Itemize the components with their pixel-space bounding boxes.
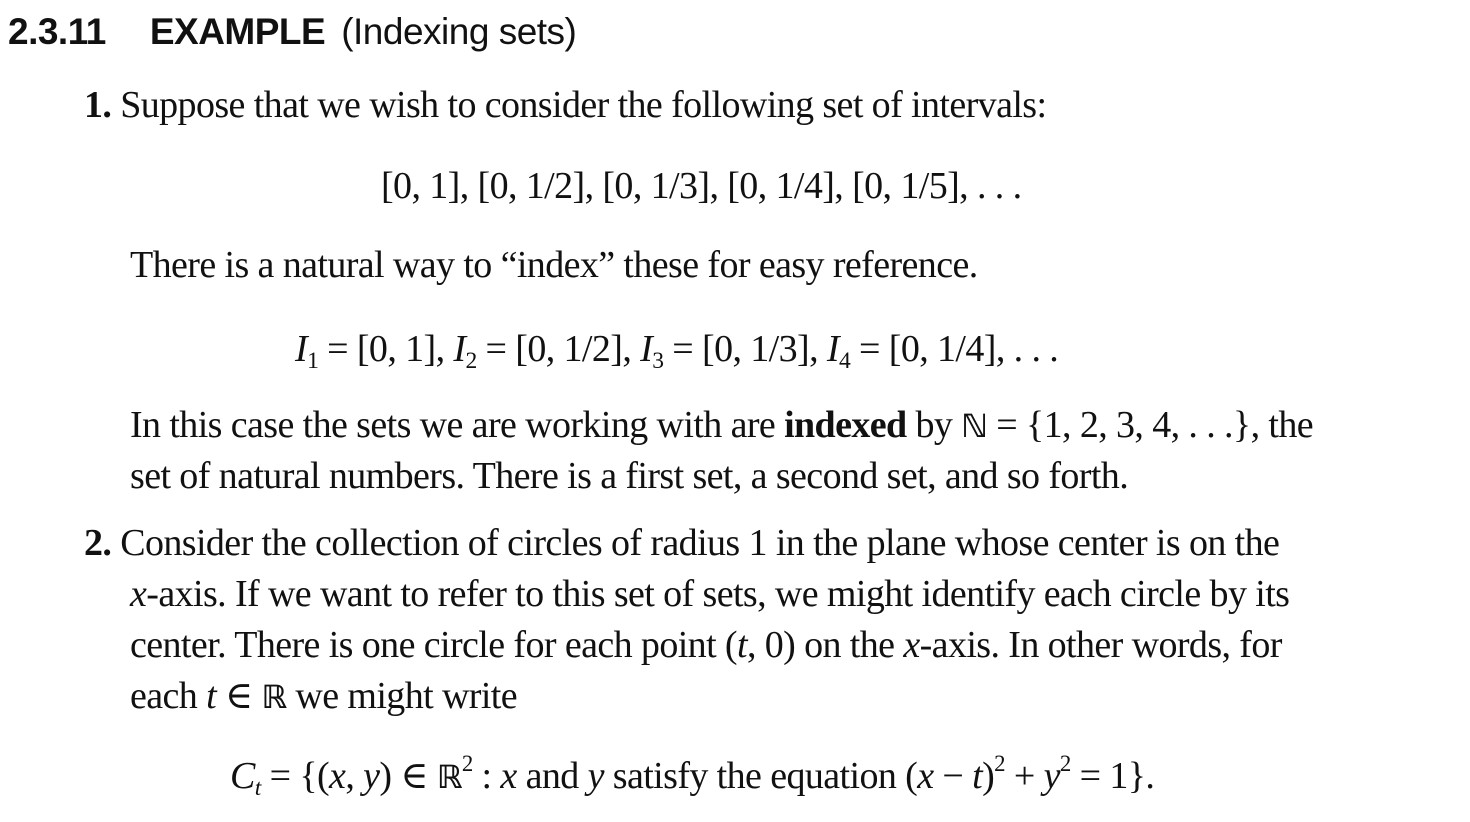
item2-l1: Consider the collection of circles of radius 1 in the plane whose center is on the — [120, 522, 1280, 564]
item2-marker: 2. — [84, 522, 112, 564]
item2-l2-x: x — [130, 573, 147, 615]
eq-c: ) ∈ — [379, 755, 437, 797]
case-b: by — [906, 404, 962, 446]
item2-l4-t: t — [206, 675, 217, 717]
index-I2: I — [453, 328, 466, 370]
eq-reals-symbol: ℝ — [436, 758, 462, 796]
eq-sq2: 2 — [1059, 750, 1071, 776]
eq-y3: y — [1043, 755, 1060, 797]
circle-set-equation — [230, 750, 1155, 802]
index-I3-val: = [0, 1/3], — [663, 328, 827, 370]
example-keyword: EXAMPLE — [149, 11, 326, 52]
index-I2-sub: 2 — [465, 348, 477, 375]
natural-way-text: There is a natural way to “index” these for easy reference. — [130, 244, 978, 286]
indexed-term: indexed — [784, 404, 907, 446]
eq-sq1: 2 — [994, 750, 1005, 776]
case-a: In this case the sets we are working with are — [130, 404, 785, 446]
item1-intro: Suppose that we wish to consider the following set of intervals: — [120, 84, 1047, 126]
eq-y2: y — [587, 755, 604, 797]
item1-intro-line — [84, 82, 1046, 128]
example-subtitle: (Indexing sets) — [341, 11, 577, 52]
eq-x2: x — [500, 755, 517, 797]
case-c: = {1, 2, 3, 4, . . .}, the — [987, 404, 1313, 446]
index-I4-sub: 4 — [838, 348, 851, 375]
eq-R-sup: 2 — [461, 750, 473, 776]
eq-C: C — [230, 755, 255, 797]
eq-x1: x — [329, 755, 346, 797]
reals-symbol: ℝ — [261, 678, 287, 716]
eq-g: − — [933, 755, 973, 797]
example-number: 2.3.11 — [8, 11, 106, 52]
item2-line-1 — [84, 520, 1279, 566]
eq-f: satisfy the equation ( — [603, 755, 918, 797]
item2-l3-t: t — [736, 624, 747, 666]
intervals-display: [0, 1], [0, 1/2], [0, 1/3], [0, 1/4], [0, 1/5], . . . — [381, 165, 1022, 207]
naturals-symbol: ℕ — [961, 407, 988, 445]
index-I3-sub: 3 — [652, 348, 664, 375]
eq-h: ) — [982, 755, 995, 797]
item2-l2-rest: -axis. If we want to refer to this set of sets, we might identify each circle by its — [146, 573, 1290, 615]
example-heading — [8, 6, 576, 58]
indexed-intervals-display — [295, 326, 1059, 375]
item2-l3-c: -axis. In other words, for — [919, 624, 1282, 666]
eq-d: : — [472, 755, 501, 797]
eq-x3: x — [917, 755, 934, 797]
index-I1-val: = [0, 1], — [318, 328, 454, 370]
item2-l3-a: center. There is one circle for each point ( — [130, 624, 737, 666]
index-I2-val: = [0, 1/2], — [476, 328, 641, 370]
indexed-by-text — [130, 402, 1313, 449]
index-I4-val: = [0, 1/4], . . . — [850, 328, 1059, 370]
item2-l4-b: ∈ — [216, 675, 262, 717]
eq-y1: y — [363, 755, 380, 797]
eq-b: , — [345, 755, 364, 797]
item2-l3-x: x — [903, 624, 920, 666]
eq-j: = 1}. — [1070, 755, 1155, 797]
item1-marker: 1. — [84, 84, 112, 126]
item2-line-4 — [130, 673, 517, 720]
index-I1: I — [295, 328, 308, 370]
eq-e: and — [516, 755, 588, 797]
eq-a: = {( — [260, 755, 330, 797]
item2-l3-b: , 0) on the — [746, 624, 904, 666]
natural-numbers-text: set of natural numbers. There is a first set, a second set, and so forth. — [130, 455, 1129, 497]
item2-line-2 — [130, 571, 1289, 617]
index-I4: I — [826, 328, 839, 370]
eq-i: + — [1004, 755, 1044, 797]
item2-l4-a: each — [130, 675, 207, 717]
item2-line-3 — [130, 622, 1282, 668]
item2-l4-c: we might write — [286, 675, 518, 717]
index-I1-sub: 1 — [307, 348, 319, 375]
index-I3: I — [640, 328, 653, 370]
eq-C-sub: t — [254, 775, 261, 802]
eq-t1: t — [972, 755, 983, 797]
